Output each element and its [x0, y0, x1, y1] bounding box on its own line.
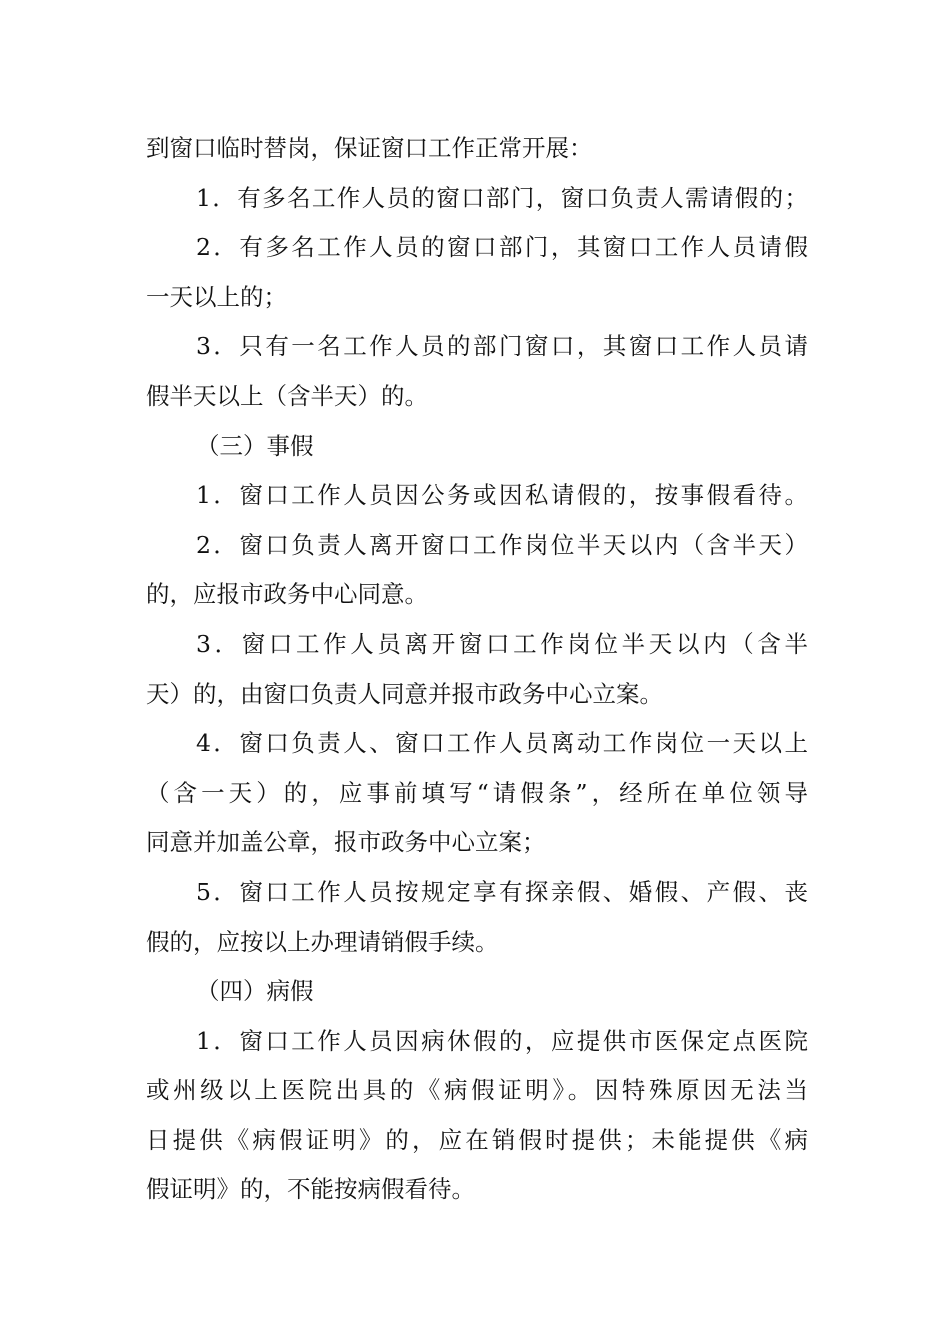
body-line: 或州级以上医院出具的《病假证明》。因特殊原因无法当 — [146, 1076, 808, 1105]
list-item-line: 2．有多名工作人员的窗口部门，其窗口工作人员请假 — [196, 233, 808, 262]
body-line: 一天以上的； — [146, 282, 287, 311]
list-item-line: 1．窗口工作人员因病休假的，应提供市医保定点医院 — [196, 1026, 808, 1055]
document-body — [146, 124, 808, 1215]
list-item-line: 3．窗口工作人员离开窗口工作岗位半天以内（含半 — [196, 629, 808, 658]
list-item-line: 2．窗口负责人离开窗口工作岗位半天以内（含半天） — [196, 530, 808, 559]
body-line: 的，应报市政务中心同意。 — [146, 580, 428, 609]
body-line: （含一天）的，应事前填写“请假条”，经所在单位领导 — [146, 778, 808, 807]
section-heading-personal-leave: （三）事假 — [196, 431, 314, 460]
body-line: 假半天以上（含半天）的。 — [146, 381, 428, 410]
section-heading-sick-leave: （四）病假 — [196, 977, 314, 1006]
list-item-line: 4．窗口负责人、窗口工作人员离动工作岗位一天以上 — [196, 729, 808, 758]
list-item-line: 1．窗口工作人员因公务或因私请假的，按事假看待。 — [196, 481, 808, 510]
body-line: 天）的，由窗口负责人同意并报市政务中心立案。 — [146, 679, 663, 708]
body-line: 日提供《病假证明》的，应在销假时提供；未能提供《病 — [146, 1125, 808, 1154]
list-item-line: 3．只有一名工作人员的部门窗口，其窗口工作人员请 — [196, 332, 808, 361]
body-line: 假的，应按以上办理请销假手续。 — [146, 927, 499, 956]
list-item-line: 1．有多名工作人员的窗口部门，窗口负责人需请假的； — [196, 183, 808, 212]
body-line: 假证明》的，不能按病假看待。 — [146, 1175, 475, 1204]
body-line: 同意并加盖公章，报市政务中心立案； — [146, 828, 546, 857]
list-item-line: 5．窗口工作人员按规定享有探亲假、婚假、产假、丧 — [196, 877, 808, 906]
body-line: 到窗口临时替岗，保证窗口工作正常开展： — [146, 134, 593, 162]
